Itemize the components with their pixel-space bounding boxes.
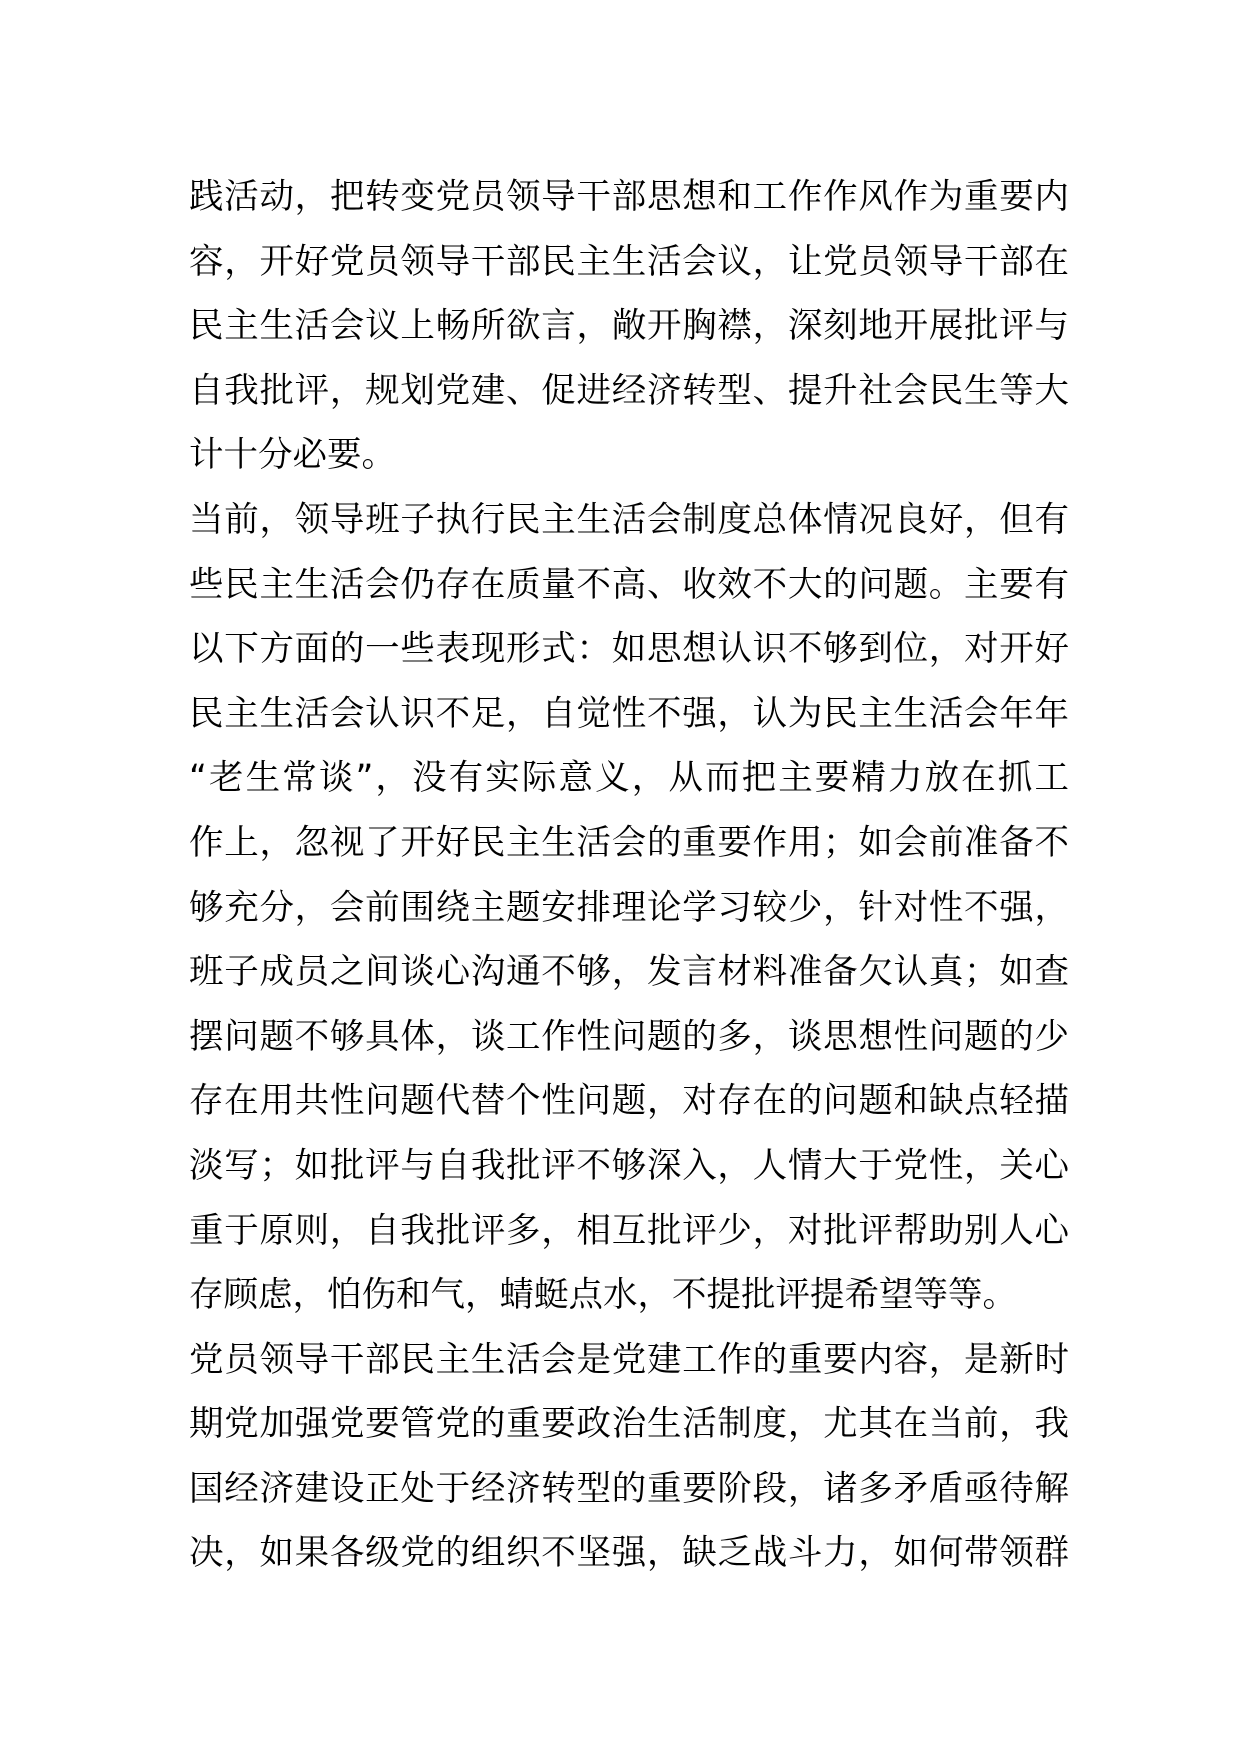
text-line: 淡写；如批评与自我批评不够深入，人情大于党性，关心 — [189, 1145, 1069, 1186]
text-line: 容，开好党员领导干部民主生活会议，让党员领导干部在 — [189, 241, 1069, 282]
text-line: 自我批评，规划党建、促进经济转型、提升社会民生等大 — [189, 370, 1069, 411]
body-text — [189, 165, 1069, 1586]
text-line: 国经济建设正处于经济转型的重要阶段，诸多矛盾亟待解 — [189, 1468, 1069, 1509]
text-line: 够充分，会前围绕主题安排理论学习较少，针对性不强， — [189, 887, 1069, 928]
text-line: “老生常谈”，没有实际意义，从而把主要精力放在抓工 — [189, 758, 1069, 799]
paragraph-end-line: 计十分必要。 — [189, 435, 396, 476]
text-line: 摆问题不够具体，谈工作性问题的多，谈思想性问题的少 — [189, 1016, 1069, 1057]
text-line: 以下方面的一些表现形式：如思想认识不够到位，对开好 — [189, 629, 1069, 670]
text-line: 践活动，把转变党员领导干部思想和工作作风作为重要内 — [189, 177, 1069, 217]
text-line: 作上，忽视了开好民主生活会的重要作用；如会前准备不 — [189, 822, 1069, 863]
text-line: 党员领导干部民主生活会是党建工作的重要内容，是新时 — [189, 1339, 1069, 1380]
text-line: 班子成员之间谈心沟通不够，发言材料准备欠认真；如查 — [189, 952, 1069, 993]
text-line: 期党加强党要管党的重要政治生活制度，尤其在当前，我 — [189, 1404, 1069, 1445]
paragraph-end-line: 存顾虑，怕伤和气，蜻蜓点水，不提批评提希望等等。 — [189, 1275, 1017, 1316]
text-line: 决，如果各级党的组织不坚强，缺乏战斗力，如何带领群 — [189, 1533, 1069, 1574]
text-line: 重于原则，自我批评多，相互批评少，对批评帮助别人心 — [189, 1210, 1069, 1251]
text-line: 当前，领导班子执行民主生活会制度总体情况良好，但有 — [189, 499, 1069, 540]
text-line: 民主生活会认识不足，自觉性不强，认为民主生活会年年 — [189, 693, 1069, 734]
text-line: 民主生活会议上畅所欲言，敞开胸襟，深刻地开展批评与 — [189, 306, 1069, 347]
text-line: 些民主生活会仍存在质量不高、收效不大的问题。主要有 — [189, 564, 1069, 605]
text-line: 存在用共性问题代替个性问题，对存在的问题和缺点轻描 — [189, 1081, 1069, 1122]
